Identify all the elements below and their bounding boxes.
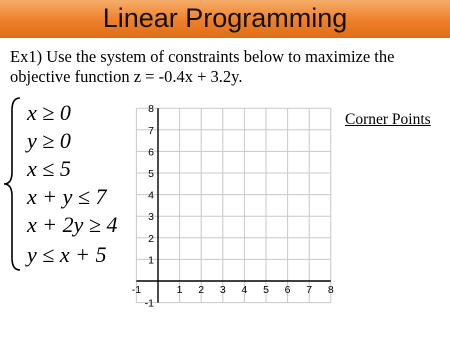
x-tick-label: 7 bbox=[306, 284, 313, 296]
x-tick-label: 2 bbox=[198, 284, 205, 296]
constraint-1: x ≥ 0 bbox=[27, 100, 71, 125]
x-tick-label: 5 bbox=[263, 284, 269, 296]
y-tick-label: 5 bbox=[148, 168, 154, 180]
constraint-4: x + y ≤ 7 bbox=[27, 184, 107, 209]
y-tick-label: 8 bbox=[148, 103, 154, 116]
corner-points-label: Corner Points bbox=[345, 111, 431, 128]
constraint-3: x ≤ 5 bbox=[27, 156, 71, 181]
y-tick-label: 6 bbox=[148, 146, 154, 159]
constraint-6: y ≤ x + 5 bbox=[27, 242, 107, 267]
y-tick-label: -1 bbox=[144, 297, 154, 310]
y-tick-label: 4 bbox=[148, 189, 154, 202]
constraint-2: y ≥ 0 bbox=[27, 128, 71, 153]
slide-title: Linear Programming bbox=[102, 3, 348, 33]
y-tick-label: 1 bbox=[148, 254, 154, 267]
x-tick-label: -1 bbox=[131, 284, 142, 296]
x-tick-label: 8 bbox=[327, 284, 334, 296]
y-tick-label: 2 bbox=[148, 232, 154, 245]
x-tick-label: 6 bbox=[284, 284, 291, 296]
problem-line-1: Ex1) Use the system of constraints below to maximize the bbox=[10, 47, 395, 66]
y-tick-label: 3 bbox=[148, 211, 154, 224]
x-tick-label: 1 bbox=[176, 284, 183, 296]
x-tick-label: 4 bbox=[241, 284, 248, 296]
y-tick-label: 7 bbox=[148, 124, 154, 137]
problem-line-2: objective function z = -0.4x + 3.2y. bbox=[10, 67, 243, 86]
x-tick-label: 3 bbox=[219, 284, 226, 296]
constraint-5: x + 2y ≥ 4 bbox=[27, 212, 118, 237]
